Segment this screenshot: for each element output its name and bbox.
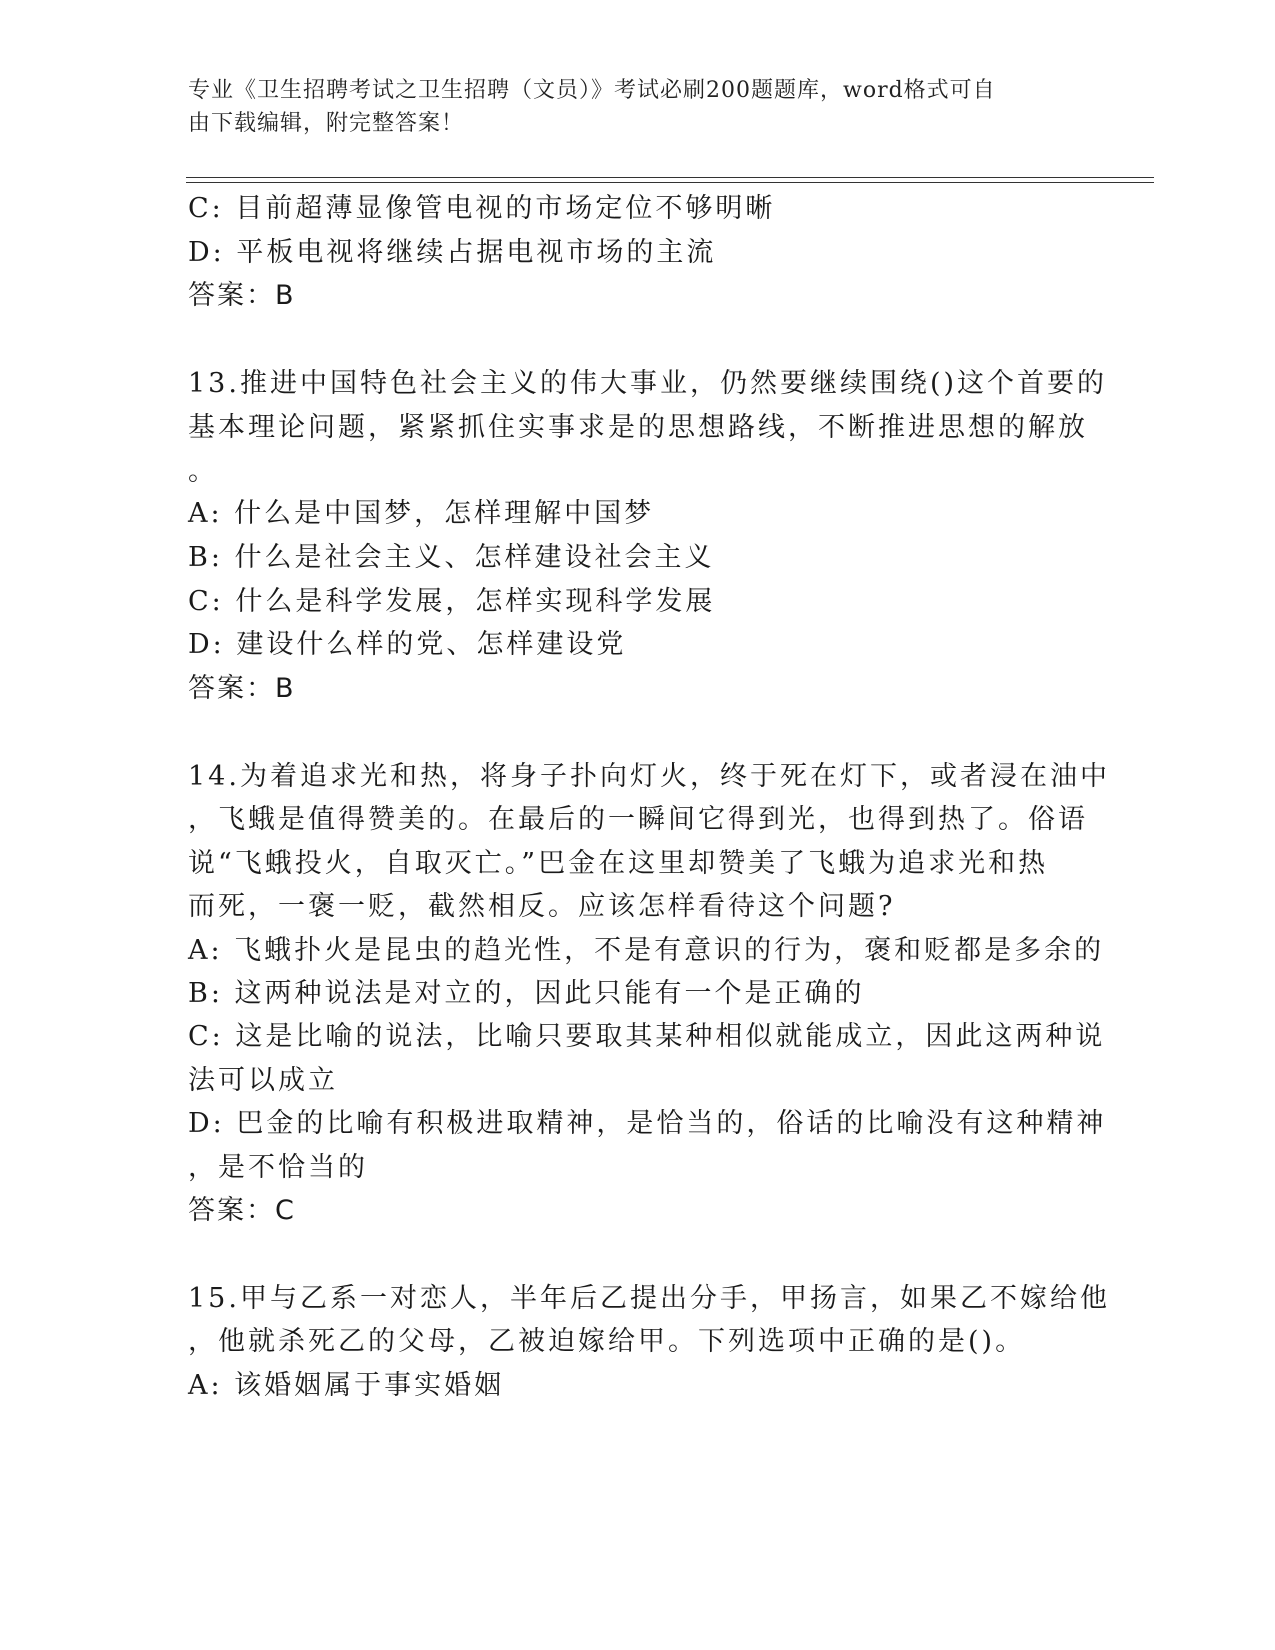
q13-option-d: D: 建设什么样的党、怎样建设党 bbox=[188, 629, 627, 660]
q15-stem-line-1: 15.甲与乙系一对恋人，半年后乙提出分手，甲扬言，如果乙不嫁给他 bbox=[188, 1283, 1110, 1314]
q14-answer: 答案：C bbox=[188, 1195, 296, 1226]
header-line-2: 由下载编辑，附完整答案！ bbox=[188, 111, 465, 136]
q13-option-b: B: 什么是社会主义、怎样建设社会主义 bbox=[188, 542, 715, 573]
q13-option-c: C: 什么是科学发展，怎样实现科学发展 bbox=[188, 586, 716, 617]
q14-stem-line-2: ，飞蛾是值得赞美的。在最后的一瞬间它得到光，也得到热了。俗语 bbox=[188, 804, 1088, 835]
header-divider-bottom bbox=[186, 182, 1154, 183]
q13-stem-line-3: 。 bbox=[188, 456, 218, 487]
q12-answer: 答案：B bbox=[188, 280, 296, 311]
q12-option-d: D: 平板电视将继续占据电视市场的主流 bbox=[188, 237, 717, 268]
q13-stem-line-2: 基本理论问题，紧紧抓住实事求是的思想路线，不断推进思想的解放 bbox=[188, 412, 1088, 443]
q14-option-a: A: 飞蛾扑火是昆虫的趋光性，不是有意识的行为，褒和贬都是多余的 bbox=[188, 935, 1105, 966]
q13-answer: 答案：B bbox=[188, 673, 296, 704]
q14-option-d-line-1: D: 巴金的比喻有积极进取精神，是恰当的，俗话的比喻没有这种精神 bbox=[188, 1108, 1107, 1139]
q14-stem-line-4: 而死，一褒一贬，截然相反。应该怎样看待这个问题? bbox=[188, 891, 896, 922]
q14-stem-line-1: 14.为着追求光和热，将身子扑向灯火，终于死在灯下，或者浸在油中 bbox=[188, 761, 1110, 792]
q12-option-c: C: 目前超薄显像管电视的市场定位不够明晰 bbox=[188, 193, 776, 224]
q14-option-c-line-1: C: 这是比喻的说法，比喻只要取其某种相似就能成立，因此这两种说 bbox=[188, 1021, 1106, 1052]
header-line-1: 专业《卫生招聘考试之卫生招聘（文员）》考试必刷200题题库，word格式可自 bbox=[188, 78, 996, 103]
q13-option-a: A: 什么是中国梦，怎样理解中国梦 bbox=[188, 498, 655, 529]
q15-option-a: A: 该婚姻属于事实婚姻 bbox=[188, 1370, 505, 1401]
q15-stem-line-2: ，他就杀死乙的父母，乙被迫嫁给甲。下列选项中正确的是()。 bbox=[188, 1326, 1026, 1357]
document-header bbox=[188, 74, 1068, 140]
q14-option-b: B: 这两种说法是对立的，因此只能有一个是正确的 bbox=[188, 978, 865, 1009]
q14-option-c-line-2: 法可以成立 bbox=[188, 1065, 338, 1096]
header-divider-top bbox=[186, 177, 1154, 178]
q14-option-d-line-2: ，是不恰当的 bbox=[188, 1152, 368, 1183]
q14-stem-line-3: 说“飞蛾投火，自取灭亡。”巴金在这里却赞美了飞蛾为追求光和热 bbox=[188, 848, 1049, 879]
q13-stem-line-1: 13.推进中国特色社会主义的伟大事业，仍然要继续围绕()这个首要的 bbox=[188, 368, 1108, 399]
